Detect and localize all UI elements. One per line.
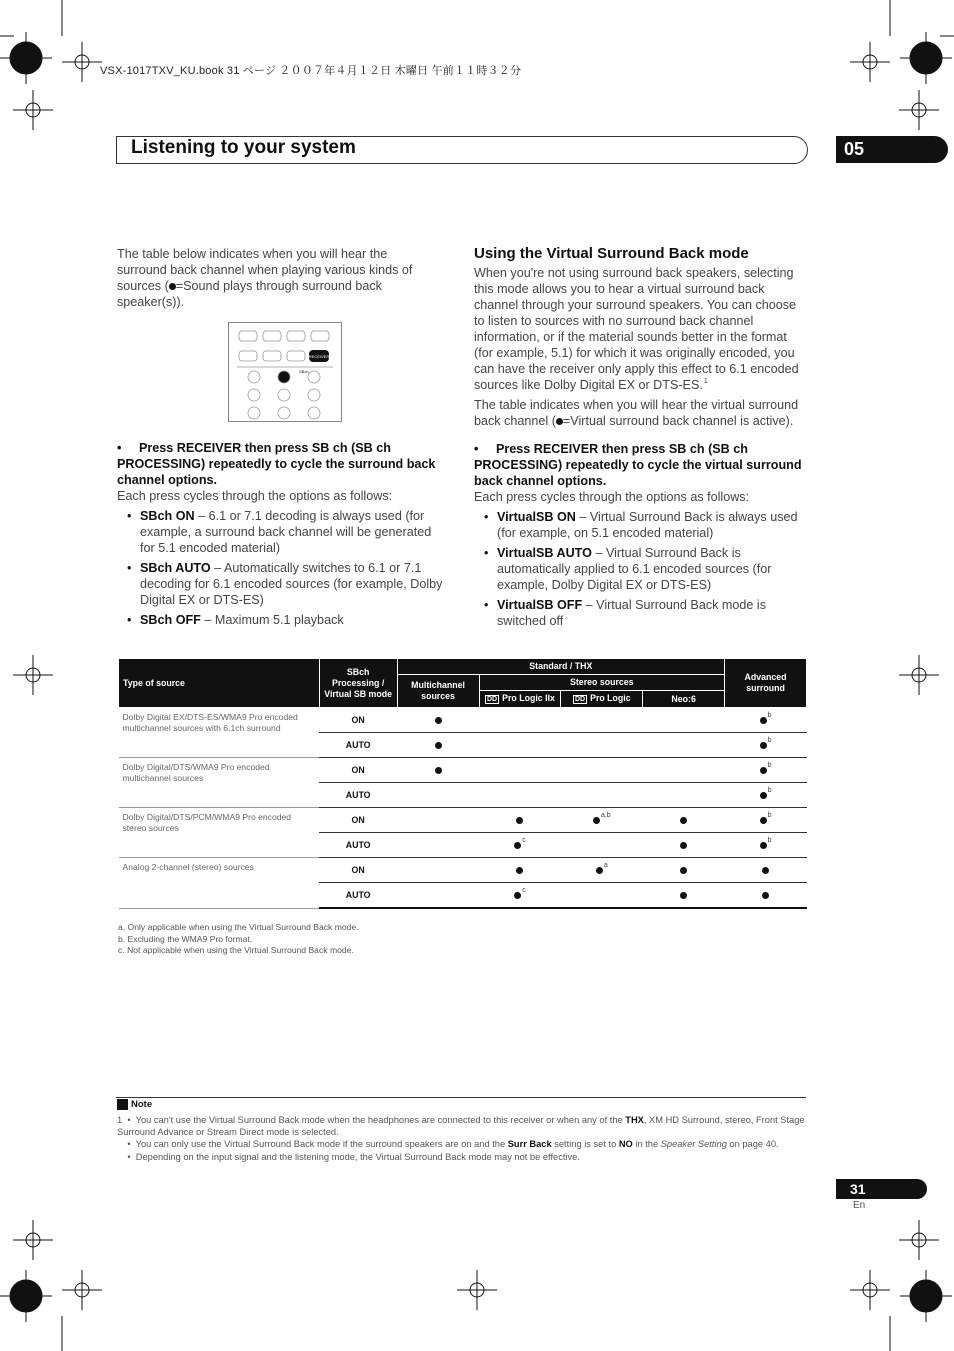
- pro-logic-iix-cell: [479, 783, 561, 808]
- multichannel-cell: [397, 808, 479, 833]
- right-cycles-text: Each press cycles through the options as follows:: [474, 490, 750, 504]
- mode-cell: ON: [319, 708, 397, 733]
- bullet-dot-icon: [169, 283, 176, 290]
- table-row: [119, 708, 807, 733]
- advanced-surround-cell: [725, 708, 807, 733]
- footnote-ref: b: [767, 712, 772, 719]
- pro-logic-iix-cell: [479, 733, 561, 758]
- note-item: [117, 1151, 807, 1163]
- active-dot-icon: [680, 867, 687, 874]
- neo6-cell: [643, 808, 725, 833]
- multichannel-cell: [397, 708, 479, 733]
- dolby-logo-icon: DD: [574, 696, 586, 703]
- active-dot-icon: [516, 817, 523, 824]
- source-type-cell: Dolby Digital/DTS/WMA9 Pro encoded multichannel sources: [119, 758, 320, 808]
- option-desc: – Virtual Surround Back is always used (for example, on 5.1 encoded material): [497, 510, 798, 540]
- col-neo6: Neo:6: [643, 691, 725, 708]
- advanced-surround-cell: [725, 758, 807, 783]
- pro-logic-cell: [561, 758, 643, 783]
- note-text-part: Depending on the input signal and the listening mode, the Virtual Surround Back mode may not be effective.: [135, 1151, 580, 1162]
- col-multichannel: Multichannel sources: [397, 675, 479, 708]
- table-intro-text-1: The table indicates when you will hear the virtual surround back channel (: [474, 398, 799, 428]
- table-row: [119, 808, 807, 833]
- plIIx-label: Pro Logic IIx: [502, 693, 555, 703]
- list-item: [117, 612, 447, 628]
- active-dot-icon: [760, 742, 767, 749]
- pro-logic-iix-cell: [479, 833, 561, 858]
- remote-buttons-svg: [229, 323, 341, 421]
- note-item: [117, 1114, 807, 1138]
- pro-logic-cell: [561, 808, 643, 833]
- right-column: [474, 246, 808, 633]
- neo6-cell: [643, 833, 725, 858]
- note-text-part: setting is set to: [551, 1139, 619, 1150]
- active-dot-icon: [435, 742, 442, 749]
- active-dot-icon: [762, 867, 769, 874]
- pro-logic-cell: [561, 708, 643, 733]
- option-term: SBch ON: [140, 509, 195, 523]
- col-sbch-mode: SBch Processing / Virtual SB mode: [319, 659, 397, 708]
- intro-text-1: The table below indicates when you will hear the surround back channel when playing various kinds of sources (: [117, 247, 413, 293]
- multichannel-cell: [397, 858, 479, 883]
- advanced-surround-cell: [725, 833, 807, 858]
- mode-cell: AUTO: [319, 783, 397, 808]
- table-row: [119, 758, 807, 783]
- virtual-sb-paragraph: [474, 265, 808, 393]
- footnote-ref: b: [767, 737, 772, 744]
- active-dot-icon: [760, 842, 767, 849]
- mode-cell: ON: [319, 858, 397, 883]
- active-dot-icon: [516, 867, 523, 874]
- page-number: 31: [850, 1181, 866, 1197]
- col-pro-logic-iix: [479, 691, 561, 708]
- pro-logic-cell: [561, 858, 643, 883]
- neo6-cell: [643, 758, 725, 783]
- option-desc: – Virtual Surround Back mode is switched off: [497, 598, 767, 628]
- source-type-cell: Dolby Digital EX/DTS-ES/WMA9 Pro encoded multichannel sources with 6.1ch surround: [119, 708, 320, 758]
- footnote-ref: c: [522, 837, 526, 844]
- footnote-ref: b: [767, 812, 772, 819]
- note-pencil-icon: [117, 1099, 128, 1110]
- receiver-button-label: RECEIVER: [308, 354, 330, 359]
- option-desc: – Maximum 5.1 playback: [200, 613, 344, 627]
- col-stereo-sources: Stereo sources: [479, 675, 725, 691]
- pro-logic-cell: [561, 783, 643, 808]
- footnote-ref: a,b: [600, 812, 611, 819]
- mode-cell: ON: [319, 758, 397, 783]
- dolby-logo-icon: DD: [486, 696, 498, 703]
- sbch-button-label: SBch: [299, 369, 309, 374]
- footnote-b: b. Excluding the WMA9 Pro format.: [118, 933, 253, 944]
- advanced-surround-cell: [725, 883, 807, 909]
- note-text-part: NO: [618, 1139, 633, 1150]
- note-text-part: , XM HD Surround, stereo, Front Stage Surround Advance or Stream Direct mode is selected.: [117, 1115, 805, 1138]
- left-options-list: [117, 508, 447, 628]
- note-divider: [116, 1097, 806, 1098]
- intro-text-2: =Sound plays through surround back speaker(s)).: [117, 279, 382, 309]
- mode-cell: AUTO: [319, 883, 397, 909]
- right-options-list: [474, 509, 808, 629]
- note-text-part: Surr Back: [507, 1139, 552, 1150]
- multichannel-cell: [397, 883, 479, 909]
- pl-label: Pro Logic: [590, 693, 631, 703]
- section-heading: Using the Virtual Surround Back mode: [474, 245, 749, 262]
- list-item: [474, 509, 808, 541]
- note-text-part: on page 40.: [726, 1139, 779, 1150]
- pro-logic-cell: [561, 733, 643, 758]
- active-dot-icon: [514, 892, 521, 899]
- active-dot-icon: [435, 717, 442, 724]
- left-column: [117, 246, 447, 632]
- note-text-part: THX: [625, 1115, 644, 1125]
- virtual-sb-text: When you're not using surround back speakers, selecting this mode allows you to hear a virtual surround back channel through your surround speakers. You can choose to listen to sources with no surround back channel information, or if the material sounds better in the format (for example, 5.1) for which it was originally encoded, you can have the receiver only apply this effect to 6.1 encoded sources like Dolby Digital EX or DTS-ES.: [474, 266, 799, 392]
- page-title: Listening to your system: [131, 137, 356, 158]
- neo6-cell: [643, 858, 725, 883]
- pro-logic-iix-cell: [479, 708, 561, 733]
- page-language: En: [853, 1200, 866, 1211]
- option-term: VirtualSB AUTO: [497, 546, 592, 560]
- option-desc: – 6.1 or 7.1 decoding is always used (for example, a surround back channel will be generated for 5.1 encoded material): [140, 509, 432, 555]
- multichannel-cell: [397, 733, 479, 758]
- active-dot-icon: [762, 892, 769, 899]
- table-intro-text-2: =Virtual surround back channel is active).: [562, 414, 794, 428]
- note-bullet: 1 •: [117, 1115, 136, 1125]
- active-dot-icon: [593, 817, 600, 824]
- col-advanced-surround: Advanced surround: [725, 659, 807, 708]
- multichannel-cell: [397, 758, 479, 783]
- footnote-a: a. Only applicable when using the Virtual Surround Back mode.: [118, 922, 359, 932]
- option-desc: – Virtual Surround Back is automatically applied to 6.1 encoded sources (for example, Dolby Digital EX or DTS-ES): [497, 546, 772, 592]
- right-instruction-text: Press RECEIVER then press SB ch (SB ch PROCESSING) repeatedly to cycle the virtual surround back channel options.: [474, 442, 802, 488]
- advanced-surround-cell: [725, 858, 807, 883]
- col-type-of-source: Type of source: [119, 659, 320, 708]
- option-term: VirtualSB OFF: [497, 598, 583, 612]
- left-instruction: • Press RECEIVER then press SB ch (SB ch PROCESSING) repeatedly to cycle the surround back channel options.: [117, 441, 436, 487]
- remote-control-illustration: [228, 322, 342, 422]
- pro-logic-iix-cell: [479, 858, 561, 883]
- surround-back-table: [118, 658, 807, 909]
- file-info-line: VSX-1017TXV_KU.book 31 ページ ２００７年４月１２日 木曜日 午前１１時３２分: [100, 65, 522, 77]
- option-term: VirtualSB ON: [497, 510, 576, 524]
- active-dot-icon: [680, 892, 687, 899]
- mode-cell: AUTO: [319, 833, 397, 858]
- mode-cell: ON: [319, 808, 397, 833]
- footnote-c: c. Not applicable when using the Virtual Surround Back mode.: [118, 945, 354, 955]
- active-dot-icon: [435, 767, 442, 774]
- note-heading: [117, 1099, 152, 1110]
- option-term: SBch OFF: [140, 613, 201, 627]
- right-instruction: • Press RECEIVER then press SB ch (SB ch PROCESSING) repeatedly to cycle the virtual surround back channel options.: [474, 442, 802, 488]
- neo6-cell: [643, 733, 725, 758]
- left-instruction-text: Press RECEIVER then press SB ch (SB ch PROCESSING) repeatedly to cycle the surround back channel options.: [117, 441, 436, 487]
- active-dot-icon: [680, 817, 687, 824]
- active-dot-icon: [680, 842, 687, 849]
- neo6-cell: [643, 883, 725, 909]
- chapter-tab: [836, 136, 948, 163]
- left-cycles-text: Each press cycles through the options as follows:: [117, 489, 393, 503]
- option-desc: – Automatically switches to 6.1 or 7.1 decoding for 6.1 encoded sources (for example, Dolby Digital EX or DTS-ES): [140, 561, 443, 607]
- option-term: SBch AUTO: [140, 561, 211, 575]
- footnote-ref: 1: [703, 378, 708, 385]
- active-dot-icon: [760, 717, 767, 724]
- note-text-part: in the: [632, 1139, 661, 1150]
- active-dot-icon: [760, 817, 767, 824]
- advanced-surround-cell: [725, 733, 807, 758]
- mode-cell: AUTO: [319, 733, 397, 758]
- active-dot-icon: [760, 792, 767, 799]
- intro-paragraph: [117, 246, 439, 310]
- note-text-part: You can only use the Virtual Surround Back mode if the surround speakers are on and the: [135, 1139, 508, 1150]
- table-footnotes: [118, 922, 359, 957]
- footnote-ref: b: [767, 837, 772, 844]
- note-bullet: •: [117, 1151, 136, 1162]
- multichannel-cell: [397, 833, 479, 858]
- note-text-part: You can't use the Virtual Surround Back mode when the headphones are connected to this receiver or when any of the: [135, 1115, 626, 1125]
- neo6-cell: [643, 783, 725, 808]
- advanced-surround-cell: [725, 808, 807, 833]
- source-type-cell: Analog 2-channel (stereo) sources: [119, 858, 320, 909]
- virtual-sb-table-intro: [474, 397, 808, 429]
- active-dot-icon: [596, 867, 603, 874]
- table-row: [119, 858, 807, 883]
- note-text-part: Speaker Setting: [660, 1139, 727, 1150]
- list-item: [474, 597, 808, 629]
- chapter-number: 05: [844, 139, 865, 159]
- active-dot-icon: [760, 767, 767, 774]
- active-dot-icon: [514, 842, 521, 849]
- note-bullet: •: [117, 1139, 136, 1150]
- source-type-cell: Dolby Digital/DTS/PCM/WMA9 Pro encoded stereo sources: [119, 808, 320, 858]
- list-item: [117, 560, 447, 608]
- list-item: [474, 545, 808, 593]
- col-standard-thx: Standard / THX: [397, 659, 724, 675]
- pro-logic-iix-cell: [479, 883, 561, 909]
- multichannel-cell: [397, 783, 479, 808]
- advanced-surround-cell: [725, 783, 807, 808]
- note-label: Note: [131, 1099, 153, 1111]
- footnote-ref: a: [603, 862, 608, 869]
- footnote-ref: b: [767, 762, 772, 769]
- neo6-cell: [643, 708, 725, 733]
- col-pro-logic: [561, 691, 643, 708]
- pro-logic-iix-cell: [479, 758, 561, 783]
- list-item: [117, 508, 447, 556]
- footnote-ref: c: [522, 887, 526, 894]
- pro-logic-cell: [561, 833, 643, 858]
- pro-logic-iix-cell: [479, 808, 561, 833]
- note-body: [117, 1114, 807, 1163]
- note-item: [117, 1138, 807, 1150]
- footnote-ref: b: [767, 787, 772, 794]
- pro-logic-cell: [561, 883, 643, 909]
- page-number-tab: [836, 1179, 927, 1199]
- bullet-dot-icon: [556, 418, 563, 425]
